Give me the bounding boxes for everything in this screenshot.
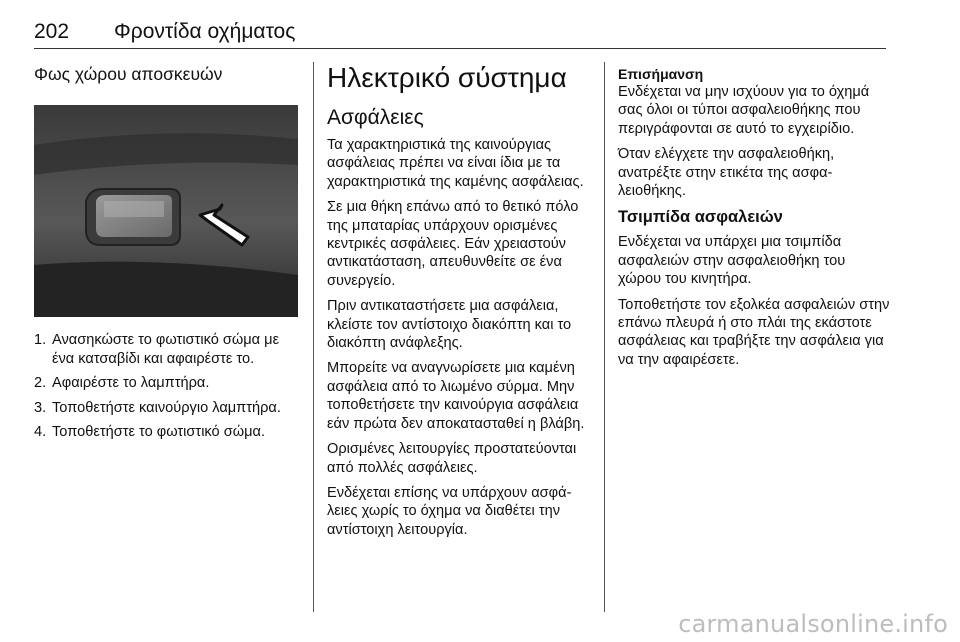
paragraph: Ενδέχεται να υπάρχει μια τσιμπίδα ασφαλειών στην ασφαλειοθήκη του χώρου του κινητήρα. [618,234,846,288]
subsection-title-fuses: Ασφάλειες [327,106,424,129]
left-column [34,65,300,447]
list-item: 3. Τοποθετήστε καινούργιο λαμπτήρα. [34,399,281,416]
list-item: 2. Αφαιρέστε το λαμπτήρα. [34,375,210,392]
paragraph: Ορισμένες λειτουργίες προστατεύονται από πολλές ασφάλειες. [327,441,577,476]
paragraph: Τοποθετήστε τον εξολκέα ασφαλειών στην επάνω πλευρά ή στο πλάι της εκάστοτε ασφάλειας και τραβήξτε την ασφάλεια για να την αφαιρέσετε. [618,296,890,368]
section-title-trunk-light: Φως χώρου αποσκευών [34,64,223,84]
paragraph: Πριν αντικαταστήσετε μια ασφάλεια, κλείστε τον αντίστοιχο διακόπτη και το διακόπτη ανάφλεξης. [327,298,572,352]
paragraph: Ενδέχεται επίσης να υπάρχουν ασφάλειες χωρίς το όχημα να διαθέτει την αντίστοιχη λειτουργία. [327,484,572,538]
note-paragraph: Όταν ελέγχετε την ασφαλειοθήκη, ανατρέξτε στην ετικέτα της ασφαλειοθήκης. [618,146,835,200]
column-divider-right [604,62,605,612]
steps-list [34,331,300,441]
column-divider-left [313,62,314,612]
note-title: Επισήμανση [618,66,704,82]
watermark: carmanualsonline.info [678,610,948,638]
page-header [34,18,886,49]
chapter-section-title: Ηλεκτρικό σύστημα [327,62,567,93]
paragraph: Τα χαρακτηριστικά της καινούργιας ασφάλειας πρέπει να είναι ίδια με τα χαρακτηριστικά της καμένης ασφάλειας. [327,137,584,190]
paragraph: Μπορείτε να αναγνωρίσετε μια καμένη ασφάλεια από το λιωμένο σύρμα. Μην τοποθετήσετε την καινούργια ασφάλεια εάν πρώτα δεν αποκατασταθεί η βλάβη. [327,360,585,432]
list-item: 4. Τοποθετήστε το φωτιστικό σώμα. [34,424,266,441]
section-title-fuse-puller: Τσιμπίδα ασφαλειών [618,208,783,227]
list-item: 1. Ανασηκώστε το φωτιστικό σώμα με ένα κατσαβίδι και αφαιρέστε το. [34,332,280,367]
trunk-light-photo [34,105,298,317]
note-paragraph: Ενδέχεται να μην ισχύουν για το όχημά σας όλοι οι τύποι ασφαλειοθήκης που περιγράφονται σε αυτό το εγχειρίδιο. [618,84,870,137]
page-number: 202 [34,20,70,43]
chapter-title: Φροντίδα οχήματος [114,20,296,43]
middle-column [327,62,593,546]
paragraph: Σε μια θήκη επάνω από το θετικό πόλο της μπαταρίας υπάρχουν ορισμένες κεντρικές ασφάλειες. Εάν χρειαστούν αντικατάσταση, απευθυνθείτε σε ένα συνεργείο. [327,199,579,289]
right-column [618,65,890,376]
